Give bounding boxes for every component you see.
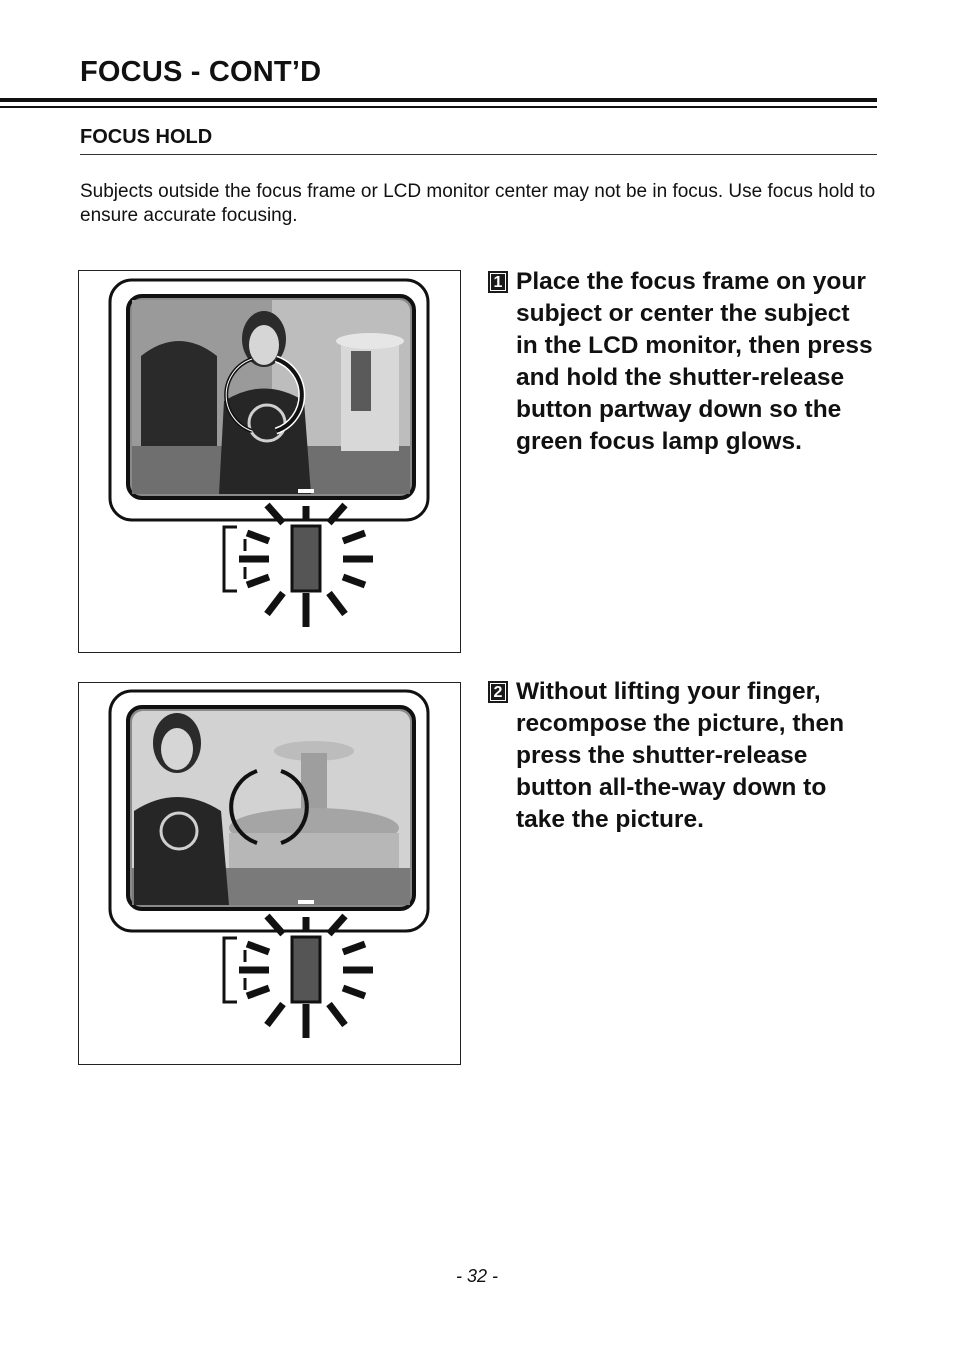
lamp-bracket	[224, 938, 237, 1002]
center-marker	[298, 900, 314, 904]
page-title: FOCUS - CONT’D	[80, 56, 322, 88]
section-rule	[80, 154, 877, 155]
figure-step-2	[78, 682, 461, 1065]
viewfinder-illustration-2	[79, 683, 460, 1064]
title-rule-thin	[0, 106, 877, 108]
step-number-badge: 2	[488, 681, 508, 703]
figure-step-1	[78, 270, 461, 653]
step-2	[488, 676, 878, 836]
person-face	[249, 325, 279, 365]
page-number: - 32 -	[455, 1266, 498, 1286]
title-rule-thick	[0, 98, 877, 102]
person-face	[161, 728, 193, 770]
focus-lamp	[292, 937, 320, 1002]
section-title: FOCUS HOLD	[80, 126, 213, 148]
step-text: Place the focus frame on your subject or center the subject in the LCD monitor, then press and hold the shutter-release button partway down so the green focus lamp glows.	[516, 268, 873, 455]
lamp-bracket	[224, 527, 237, 591]
viewfinder-illustration-1	[79, 271, 460, 652]
step-1	[488, 266, 878, 458]
fountain-shadow	[351, 351, 371, 411]
fountain-bowl	[336, 333, 404, 349]
intro-paragraph: Subjects outside the focus frame or LCD monitor center may not be in focus. Use focus hold to ensure accurate focusing.	[80, 181, 876, 226]
center-marker	[298, 489, 314, 493]
step-number-badge: 1	[488, 271, 508, 293]
focus-lamp	[292, 526, 320, 591]
step-text: Without lifting your finger, recompose the picture, then press the shutter-release button all-the-way down to take the picture.	[516, 678, 845, 833]
